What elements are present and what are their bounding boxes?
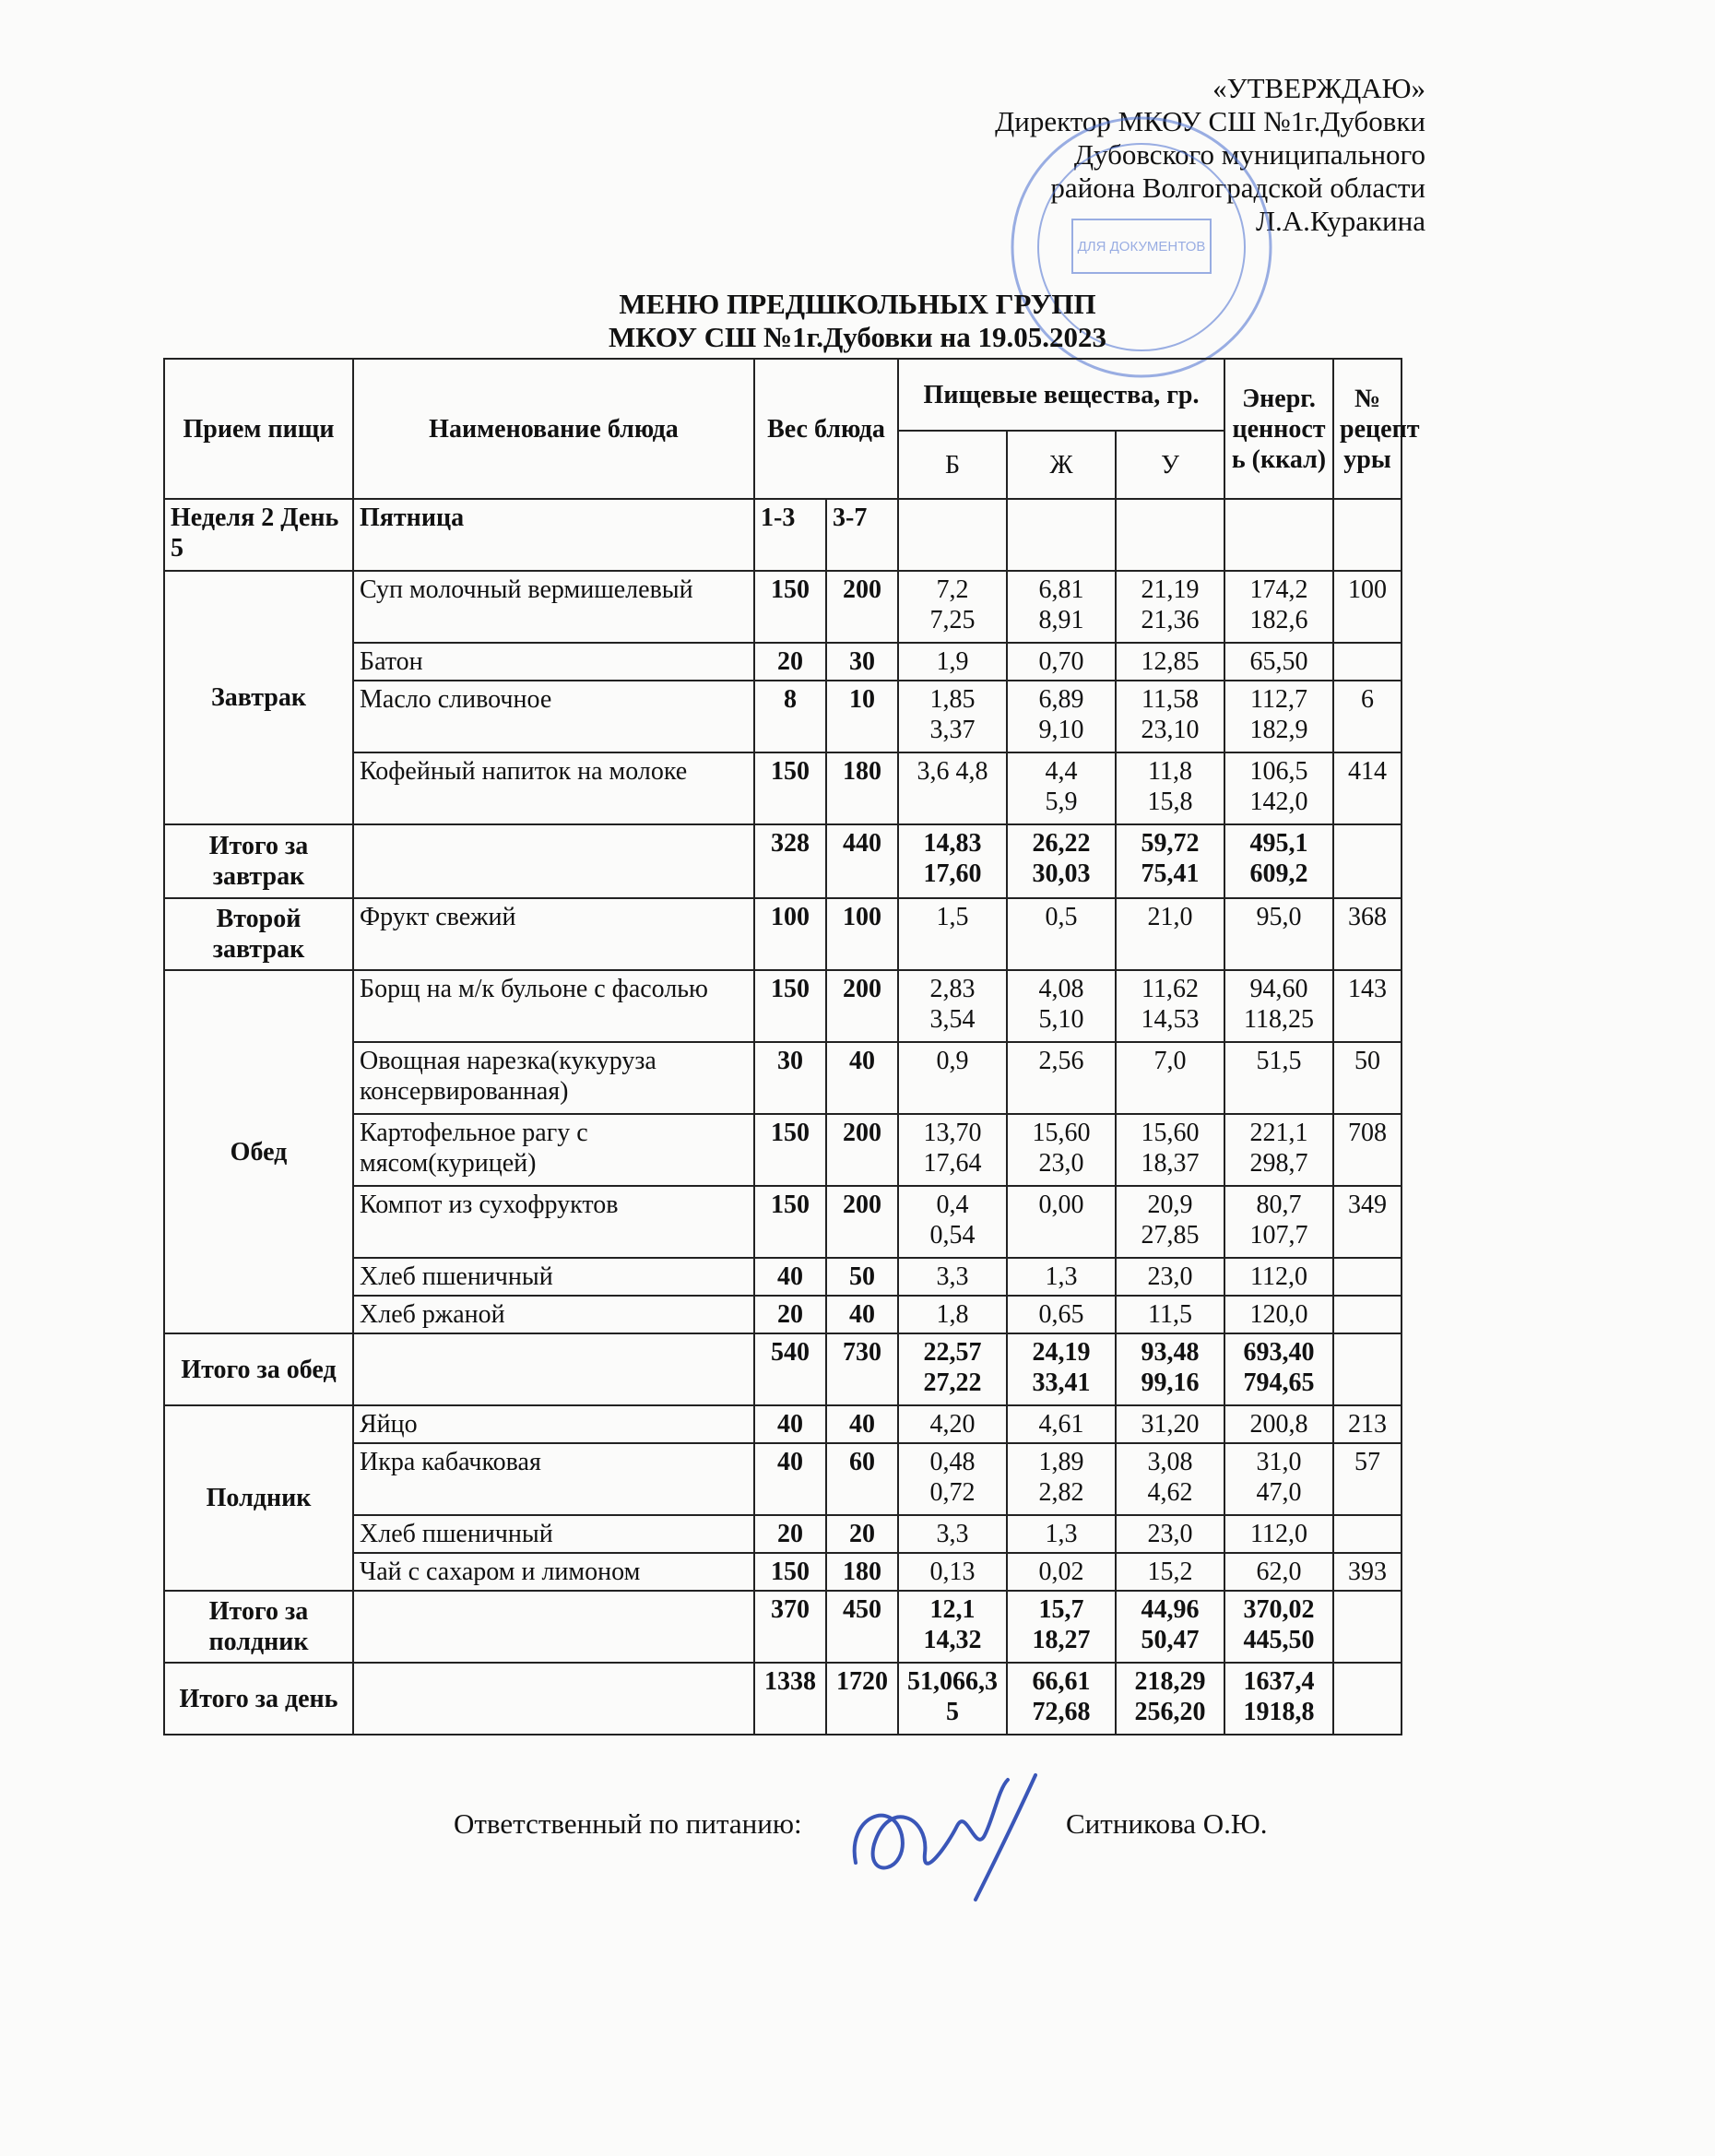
- carbs-value: 20,9 27,85: [1116, 1186, 1224, 1258]
- weight-age-3-7: 10: [826, 681, 898, 752]
- lunch-section: [164, 970, 1402, 1405]
- recipe-number: 57: [1333, 1443, 1402, 1515]
- dish-name: Хлеб ржаной: [353, 1296, 754, 1333]
- fat-value: 0,5: [1007, 898, 1116, 970]
- protein-value: 4,20: [898, 1405, 1007, 1443]
- dish-name: Батон: [353, 643, 754, 681]
- total-zh-value: 26,22 30,03: [1007, 824, 1116, 898]
- carbs-value: 12,85: [1116, 643, 1224, 681]
- total-blank: [353, 1333, 754, 1405]
- total-weight-age-1-3: 540: [754, 1333, 826, 1405]
- header-nutrients: Пищевые вещества, гр.: [898, 359, 1224, 431]
- weight-age-1-3: 150: [754, 571, 826, 643]
- protein-value: 1,8: [898, 1296, 1007, 1333]
- weight-age-1-3: 8: [754, 681, 826, 752]
- total-u-value: 44,96 50,47: [1116, 1591, 1224, 1663]
- weight-age-3-7: 200: [826, 970, 898, 1042]
- handwritten-signature: [837, 1761, 1059, 1918]
- dish-name: Компот из сухофруктов: [353, 1186, 754, 1258]
- age-group-1: 1-3: [754, 499, 826, 571]
- recipe-number: 100: [1333, 571, 1402, 643]
- weight-age-1-3: 150: [754, 1186, 826, 1258]
- fat-value: 0,00: [1007, 1186, 1116, 1258]
- energy-value: 106,5 142,0: [1224, 752, 1333, 824]
- carbs-value: 11,62 14,53: [1116, 970, 1224, 1042]
- weight-age-3-7: 50: [826, 1258, 898, 1296]
- total-recipe-blank: [1333, 824, 1402, 898]
- energy-value: 95,0: [1224, 898, 1333, 970]
- total-b-value: 51,066,3 5: [898, 1663, 1007, 1735]
- carbs-value: 23,0: [1116, 1258, 1224, 1296]
- weight-age-1-3: 150: [754, 752, 826, 824]
- dish-name: Яйцо: [353, 1405, 754, 1443]
- weight-age-3-7: 30: [826, 643, 898, 681]
- total-u-value: 59,72 75,41: [1116, 824, 1224, 898]
- weight-age-3-7: 20: [826, 1515, 898, 1553]
- carbs-value: 7,0: [1116, 1042, 1224, 1114]
- recipe-number: 6: [1333, 681, 1402, 752]
- recipe-number: 414: [1333, 752, 1402, 824]
- dish-name: Хлеб пшеничный: [353, 1258, 754, 1296]
- energy-value: 62,0: [1224, 1553, 1333, 1591]
- weight-age-3-7: 200: [826, 1186, 898, 1258]
- total-label: Итого за завтрак: [164, 824, 353, 898]
- weight-age-1-3: 30: [754, 1042, 826, 1114]
- fat-value: 2,56: [1007, 1042, 1116, 1114]
- total-e-value: 495,1 609,2: [1224, 824, 1333, 898]
- total-b-value: 12,1 14,32: [898, 1591, 1007, 1663]
- total-weight-age-1-3: 328: [754, 824, 826, 898]
- breakfast-meal-label: Завтрак: [164, 571, 353, 824]
- total-recipe-blank: [1333, 1333, 1402, 1405]
- total-b-value: 22,57 27,22: [898, 1333, 1007, 1405]
- carbs-value: 11,8 15,8: [1116, 752, 1224, 824]
- approval-district: Дубовского муниципального: [1073, 138, 1425, 171]
- total-blank: [353, 1663, 754, 1735]
- total-blank: [353, 824, 754, 898]
- day-total-section: [164, 1663, 1402, 1735]
- total-zh-value: 24,19 33,41: [1007, 1333, 1116, 1405]
- weight-age-3-7: 180: [826, 1553, 898, 1591]
- header-protein: Б: [898, 431, 1007, 499]
- protein-value: 0,4 0,54: [898, 1186, 1007, 1258]
- approval-region: района Волгоградской области: [1050, 172, 1425, 204]
- header-energy: Энерг. ценност ь (ккал): [1224, 359, 1333, 499]
- lunch-meal-label: Обед: [164, 970, 353, 1333]
- fat-value: 4,61: [1007, 1405, 1116, 1443]
- weight-age-1-3: 150: [754, 1553, 826, 1591]
- header-recipe: № рецепт уры: [1333, 359, 1402, 499]
- header-dish: Наименование блюда: [353, 359, 754, 499]
- protein-value: 3,3: [898, 1515, 1007, 1553]
- stamp-text: ДЛЯ ДОКУМЕНТОВ: [1077, 239, 1206, 255]
- carbs-value: 3,08 4,62: [1116, 1443, 1224, 1515]
- total-label: Итого за обед: [164, 1333, 353, 1405]
- energy-value: 120,0: [1224, 1296, 1333, 1333]
- total-weight-age-1-3: 1338: [754, 1663, 826, 1735]
- energy-value: 174,2 182,6: [1224, 571, 1333, 643]
- signature-row: [454, 1807, 1268, 1841]
- dish-name: Хлеб пшеничный: [353, 1515, 754, 1553]
- protein-value: 1,85 3,37: [898, 681, 1007, 752]
- energy-value: 65,50: [1224, 643, 1333, 681]
- total-label: Итого за день: [164, 1663, 353, 1735]
- header-weight: Вес блюда: [754, 359, 898, 499]
- dish-name: Масло сливочное: [353, 681, 754, 752]
- energy-value: 112,0: [1224, 1258, 1333, 1296]
- dish-name: Картофельное рагу с мясом(курицей): [353, 1114, 754, 1186]
- total-blank: [353, 1591, 754, 1663]
- weight-age-3-7: 100: [826, 898, 898, 970]
- fat-value: 6,81 8,91: [1007, 571, 1116, 643]
- week-row: [164, 499, 1402, 571]
- fat-value: 1,3: [1007, 1515, 1116, 1553]
- energy-value: 112,0: [1224, 1515, 1333, 1553]
- responsible-label: Ответственный по питанию:: [454, 1807, 802, 1840]
- recipe-number: 393: [1333, 1553, 1402, 1591]
- menu-item-row: [164, 898, 1402, 970]
- energy-value: 200,8: [1224, 1405, 1333, 1443]
- weight-age-3-7: 40: [826, 1405, 898, 1443]
- energy-value: 80,7 107,7: [1224, 1186, 1333, 1258]
- approval-block: [995, 72, 1425, 238]
- responsible-name: Ситникова О.Ю.: [1066, 1807, 1268, 1840]
- recipe-number: 143: [1333, 970, 1402, 1042]
- menu-item-row: [164, 571, 1402, 643]
- fat-value: 1,89 2,82: [1007, 1443, 1116, 1515]
- energy-value: 51,5: [1224, 1042, 1333, 1114]
- carbs-value: 31,20: [1116, 1405, 1224, 1443]
- recipe-number: 368: [1333, 898, 1402, 970]
- recipe-number: 50: [1333, 1042, 1402, 1114]
- energy-value: 94,60 118,25: [1224, 970, 1333, 1042]
- weight-age-1-3: 40: [754, 1258, 826, 1296]
- header-meal: Прием пищи: [164, 359, 353, 499]
- fat-value: 0,02: [1007, 1553, 1116, 1591]
- menu-item-row: [164, 1405, 1402, 1443]
- fat-value: 15,60 23,0: [1007, 1114, 1116, 1186]
- dish-name: Икра кабачковая: [353, 1443, 754, 1515]
- age-group-2: 3-7: [826, 499, 898, 571]
- breakfast-section: [164, 571, 1402, 898]
- dish-name: Кофейный напиток на молоке: [353, 752, 754, 824]
- weight-age-1-3: 100: [754, 898, 826, 970]
- total-u-value: 93,48 99,16: [1116, 1333, 1224, 1405]
- total-row: [164, 1333, 1402, 1405]
- total-row: [164, 824, 1402, 898]
- approval-signer: Л.А.Куракина: [1255, 205, 1425, 237]
- total-weight-age-3-7: 440: [826, 824, 898, 898]
- total-row: [164, 1591, 1402, 1663]
- title-line-2: МКОУ СШ №1г.Дубовки на 19.05.2023: [608, 321, 1107, 353]
- protein-value: 7,2 7,25: [898, 571, 1007, 643]
- approval-position: Директор МКОУ СШ №1г.Дубовки: [995, 105, 1425, 137]
- snack-meal-label: Полдник: [164, 1405, 353, 1591]
- total-row: [164, 1663, 1402, 1735]
- weight-age-3-7: 180: [826, 752, 898, 824]
- weight-age-1-3: 20: [754, 1296, 826, 1333]
- carbs-value: 15,2: [1116, 1553, 1224, 1591]
- total-zh-value: 15,7 18,27: [1007, 1591, 1116, 1663]
- document-title: [0, 288, 1715, 354]
- header-fat: Ж: [1007, 431, 1116, 499]
- total-weight-age-3-7: 730: [826, 1333, 898, 1405]
- carbs-value: 11,58 23,10: [1116, 681, 1224, 752]
- header-carbs: У: [1116, 431, 1224, 499]
- carbs-value: 15,60 18,37: [1116, 1114, 1224, 1186]
- total-u-value: 218,29 256,20: [1116, 1663, 1224, 1735]
- weight-age-1-3: 40: [754, 1405, 826, 1443]
- carbs-value: 11,5: [1116, 1296, 1224, 1333]
- total-zh-value: 66,61 72,68: [1007, 1663, 1116, 1735]
- dish-name: Борщ на м/к бульоне с фасолью: [353, 970, 754, 1042]
- energy-value: 112,7 182,9: [1224, 681, 1333, 752]
- protein-value: 0,9: [898, 1042, 1007, 1114]
- energy-value: 31,0 47,0: [1224, 1443, 1333, 1515]
- recipe-number: [1333, 1296, 1402, 1333]
- fat-value: 1,3: [1007, 1258, 1116, 1296]
- second-breakfast-meal-label: Второй завтрак: [164, 898, 353, 970]
- recipe-number: 213: [1333, 1405, 1402, 1443]
- protein-value: 13,70 17,64: [898, 1114, 1007, 1186]
- protein-value: 1,5: [898, 898, 1007, 970]
- second-breakfast-section: [164, 898, 1402, 970]
- total-label: Итого за полдник: [164, 1591, 353, 1663]
- weight-age-1-3: 150: [754, 970, 826, 1042]
- header-row: [164, 359, 1402, 431]
- carbs-value: 21,19 21,36: [1116, 571, 1224, 643]
- weight-age-1-3: 150: [754, 1114, 826, 1186]
- energy-value: 221,1 298,7: [1224, 1114, 1333, 1186]
- protein-value: 0,13: [898, 1553, 1007, 1591]
- dish-name: Фрукт свежий: [353, 898, 754, 970]
- recipe-number: [1333, 643, 1402, 681]
- weight-age-3-7: 200: [826, 571, 898, 643]
- dish-name: Чай с сахаром и лимоном: [353, 1553, 754, 1591]
- fat-value: 0,65: [1007, 1296, 1116, 1333]
- weight-age-3-7: 200: [826, 1114, 898, 1186]
- total-recipe-blank: [1333, 1591, 1402, 1663]
- carbs-value: 21,0: [1116, 898, 1224, 970]
- carbs-value: 23,0: [1116, 1515, 1224, 1553]
- recipe-number: [1333, 1258, 1402, 1296]
- weight-age-3-7: 40: [826, 1042, 898, 1114]
- fat-value: 4,08 5,10: [1007, 970, 1116, 1042]
- weight-age-1-3: 20: [754, 643, 826, 681]
- snack-section: [164, 1405, 1402, 1663]
- protein-value: 3,3: [898, 1258, 1007, 1296]
- fat-value: 0,70: [1007, 643, 1116, 681]
- fat-value: 6,89 9,10: [1007, 681, 1116, 752]
- weight-age-3-7: 60: [826, 1443, 898, 1515]
- recipe-number: [1333, 1515, 1402, 1553]
- weight-age-3-7: 40: [826, 1296, 898, 1333]
- total-weight-age-3-7: 450: [826, 1591, 898, 1663]
- fat-value: 4,4 5,9: [1007, 752, 1116, 824]
- weight-age-1-3: 20: [754, 1515, 826, 1553]
- title-line-1: МЕНЮ ПРЕДШКОЛЬНЫХ ГРУПП: [619, 288, 1096, 320]
- total-e-value: 693,40 794,65: [1224, 1333, 1333, 1405]
- total-recipe-blank: [1333, 1663, 1402, 1735]
- total-e-value: 1637,4 1918,8: [1224, 1663, 1333, 1735]
- weight-age-1-3: 40: [754, 1443, 826, 1515]
- total-b-value: 14,83 17,60: [898, 824, 1007, 898]
- protein-value: 1,9: [898, 643, 1007, 681]
- protein-value: 3,6 4,8: [898, 752, 1007, 824]
- day-name: Пятница: [353, 499, 754, 571]
- total-e-value: 370,02 445,50: [1224, 1591, 1333, 1663]
- total-weight-age-1-3: 370: [754, 1591, 826, 1663]
- recipe-number: 708: [1333, 1114, 1402, 1186]
- week-day-label: Неделя 2 День 5: [164, 499, 353, 571]
- menu-item-row: [164, 970, 1402, 1042]
- protein-value: 0,48 0,72: [898, 1443, 1007, 1515]
- approval-heading: «УТВЕРЖДАЮ»: [1212, 72, 1425, 104]
- dish-name: Овощная нарезка(кукуруза консервированная): [353, 1042, 754, 1114]
- protein-value: 2,83 3,54: [898, 970, 1007, 1042]
- recipe-number: 349: [1333, 1186, 1402, 1258]
- total-weight-age-3-7: 1720: [826, 1663, 898, 1735]
- menu-table: [163, 358, 1420, 1735]
- dish-name: Суп молочный вермишелевый: [353, 571, 754, 643]
